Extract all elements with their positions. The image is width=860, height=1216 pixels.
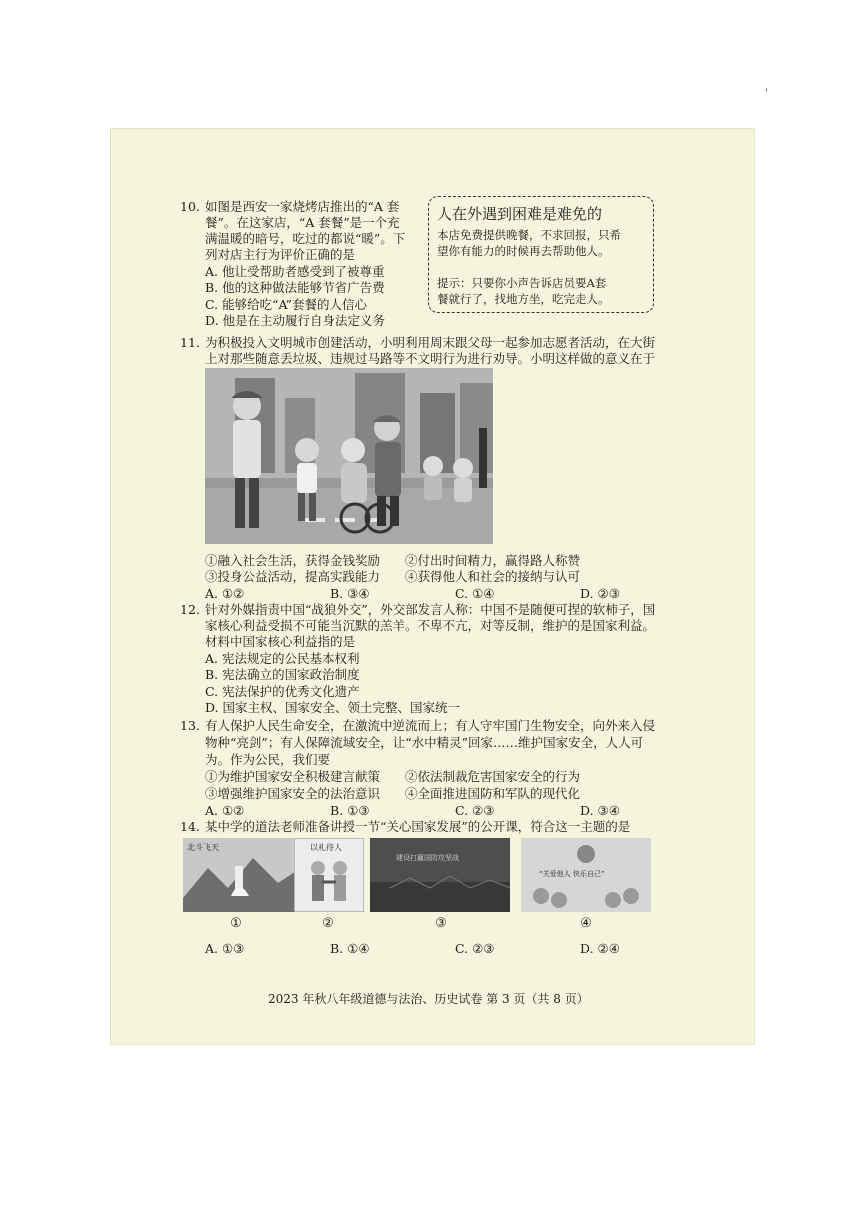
option-b: B. ③④ [330,586,370,601]
option-b: B. ①④ [330,941,370,956]
image-caption: ① [230,916,242,931]
question-text-line: 材料中国家核心利益指的是 [205,634,356,649]
overlay-text: “关爱他人 快乐自己” [539,870,605,878]
restaurant-notice [428,196,654,313]
statement-2: ②付出时间精力，赢得路人称赞 [405,553,581,568]
question-number: 12. [180,602,200,617]
question-number: 13. [180,718,200,733]
question-text-line: 列对店主行为评价正确的是 [205,247,356,262]
overlay-text: 以礼待人 [310,843,342,852]
option-c: C. ②③ [455,803,495,818]
option-a: A. ①② [205,586,245,601]
image-caption: ④ [580,916,592,931]
question-text-line: 物种“亮剑”；有人保障流域安全，让“水中精灵”回家……维护国家安全，人人可 [205,735,644,750]
statement-3: ③投身公益活动，提高实践能力 [205,569,381,584]
option-a: A. ①② [205,803,245,818]
question-text-line: 满温暖的暗号，吃过的都说“暖”。下 [205,231,406,246]
option-d: D. 他是在主动履行自身法定义务 [205,313,386,328]
option-a: A. 宪法规定的公民基本权利 [205,651,360,666]
option-d: D. 国家主权、国家安全、领土完整、国家统一 [205,700,461,715]
statement-1: ①融入社会生活，获得金钱奖励 [205,553,381,568]
option-a: A. 他让受帮助者感受到了被尊重 [205,264,385,279]
question-number: 11. [180,335,200,350]
option-d: D. ③④ [580,803,620,818]
question-number: 10. [180,199,200,214]
page-footer: 2023 年秋八年级道德与法治、历史试卷 第 3 页（共 8 页） [268,992,589,1006]
question-text-line: 有人保护人民生命安全，在激流中逆流而上；有人守牢国门生物安全，向外来入侵 [205,718,656,733]
image-courtesy [294,838,364,912]
image-care-others [521,838,651,912]
statement-4: ④获得他人和社会的接纳与认可 [405,569,581,584]
question-text-line: 某中学的道法老师准备讲授一节“关心国家发展”的公开课，符合这一主题的是 [205,819,631,834]
image-caption: ③ [435,916,447,931]
statement-1: ①为维护国家安全积极建言献策 [205,769,381,784]
question-text-line: 为。作为公民，我们要 [205,752,331,767]
option-c: C. 能够给吃“A”套餐的人信心 [205,297,368,312]
notice-tip-line: 提示：只要你小声告诉店员要A套 [437,276,607,290]
option-c: C. ②③ [455,941,495,956]
image-beidou [183,838,301,912]
option-a: A. ①③ [205,941,245,956]
volunteer-illustration [205,368,493,544]
option-b: B. 他的这种做法能够节省广告费 [205,280,385,295]
option-b: B. 宪法确立的国家政治制度 [205,667,360,682]
notice-line: 本店免费提供晚餐，不求回报，只希 [437,228,621,242]
question-text-line: 如图是西安一家烧烤店推出的“A 套 [205,199,400,214]
image-caption: ② [322,916,334,931]
question-number: 14. [180,819,200,834]
volunteer-scene-image [205,368,493,544]
notice-line: 望你有能力的时候再去帮助他人。 [437,244,610,258]
statement-4: ④全面推进国防和军队的现代化 [405,786,581,801]
overlay-text: 建设打赢国防攻坚战 [396,854,459,862]
question-text-line: 为积极投入文明城市创建活动，小明利用周末跟父母一起参加志愿者活动，在大街 [205,335,656,350]
option-c: C. ①④ [455,586,495,601]
overlay-text: 北斗飞天 [187,843,219,852]
notice-title: 人在外遇到困难是难免的 [437,205,603,223]
option-d: D. ②③ [580,586,620,601]
notice-tip-line: 餐就行了，找地方坐，吃完走人。 [437,292,610,306]
statement-3: ③增强维护国家安全的法治意识 [205,786,381,801]
corner-mark: ' [765,88,768,99]
question-text-line: 上对那些随意丢垃圾、违规过马路等不文明行为进行劝导。小明这样做的意义在于 [205,351,656,366]
question-text-line: 家核心利益受损不可能当沉默的羔羊。不卑不亢，对等反制，维护的是国家利益。 [205,618,656,633]
option-c: C. 宪法保护的优秀文化遗产 [205,684,360,699]
statement-2: ②依法制裁危害国家安全的行为 [405,769,581,784]
option-b: B. ①③ [330,803,370,818]
question-text-line: 针对外媒指责中国“战狼外交”，外交部发言人称：中国不是随便可捏的软柿子，国 [205,602,656,617]
question-text-line: 餐”。在这家店，“A 套餐”是一个充 [205,215,400,230]
image-national-defense [370,838,510,912]
option-d: D. ②④ [580,941,620,956]
